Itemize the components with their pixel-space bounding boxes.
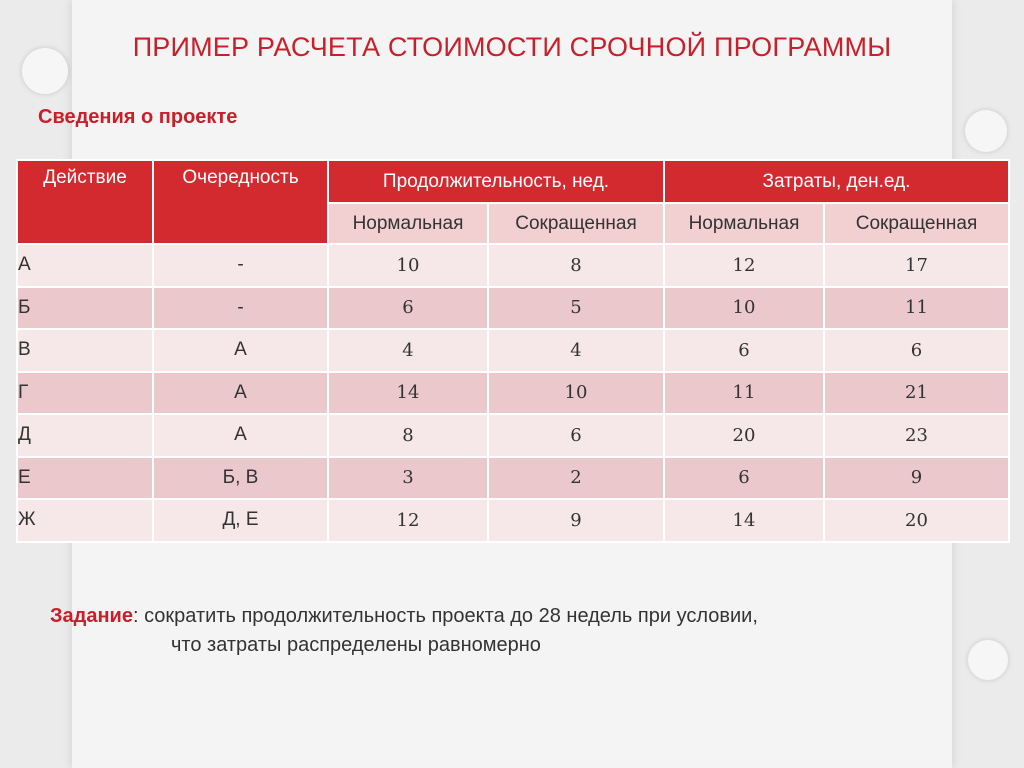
cell-duration-normal: 14: [328, 372, 488, 415]
cell-order: Д, Е: [153, 499, 328, 542]
cell-action: В: [17, 329, 153, 372]
task-text-line1: : сократить продолжительность проекта до 28 недель при условии,: [132, 605, 758, 627]
cell-order: -: [153, 287, 328, 330]
cell-duration-normal: 6: [328, 287, 488, 330]
cell-cost-normal: 6: [664, 329, 824, 372]
header-action: Действие: [17, 160, 153, 244]
cell-cost-reduced: 9: [824, 457, 1009, 500]
cell-duration-reduced: 9: [488, 499, 664, 542]
cell-cost-normal: 12: [664, 244, 824, 287]
puzzle-piece-decoration: [968, 640, 1008, 680]
cell-action: А: [17, 244, 153, 287]
header-duration: Продолжительность, нед.: [328, 160, 664, 203]
project-table: [16, 159, 1010, 543]
cell-cost-reduced: 23: [824, 414, 1009, 457]
section-subtitle: Сведения о проекте: [38, 106, 238, 128]
cell-cost-reduced: 6: [824, 329, 1009, 372]
cell-cost-reduced: 11: [824, 287, 1009, 330]
cell-action: Е: [17, 457, 153, 500]
cell-cost-normal: 11: [664, 372, 824, 415]
header-duration-normal: Нормальная: [328, 203, 488, 244]
cell-order: -: [153, 244, 328, 287]
task-label: Задание: [50, 605, 133, 627]
cell-cost-normal: 20: [664, 414, 824, 457]
cell-duration-reduced: 6: [488, 414, 664, 457]
table-row: [17, 457, 1009, 500]
cell-order: А: [153, 329, 328, 372]
table-row: [17, 414, 1009, 457]
cell-order: А: [153, 414, 328, 457]
cell-duration-reduced: 5: [488, 287, 664, 330]
cell-action: Г: [17, 372, 153, 415]
header-cost: Затраты, ден.ед.: [664, 160, 1009, 203]
header-duration-reduced: Сокращенная: [488, 203, 664, 244]
header-cost-normal: Нормальная: [664, 203, 824, 244]
table-row: [17, 329, 1009, 372]
cell-duration-normal: 4: [328, 329, 488, 372]
cell-duration-reduced: 10: [488, 372, 664, 415]
cell-order: Б, В: [153, 457, 328, 500]
task-statement: [50, 602, 758, 660]
cell-duration-reduced: 4: [488, 329, 664, 372]
cell-action: Ж: [17, 499, 153, 542]
page-title: ПРИМЕР РАСЧЕТА СТОИМОСТИ СРОЧНОЙ ПРОГРАММЫ: [132, 32, 892, 62]
table-row: [17, 244, 1009, 287]
cell-order: А: [153, 372, 328, 415]
header-cost-reduced: Сокращенная: [824, 203, 1009, 244]
cell-cost-normal: 10: [664, 287, 824, 330]
puzzle-piece-decoration: [965, 110, 1007, 152]
cell-cost-reduced: 20: [824, 499, 1009, 542]
cell-duration-reduced: 2: [488, 457, 664, 500]
cell-cost-reduced: 17: [824, 244, 1009, 287]
cell-action: Б: [17, 287, 153, 330]
cell-duration-normal: 10: [328, 244, 488, 287]
table-row: [17, 287, 1009, 330]
task-text-line2: что затраты распределены равномерно: [171, 634, 541, 656]
cell-cost-reduced: 21: [824, 372, 1009, 415]
cell-duration-reduced: 8: [488, 244, 664, 287]
table-row: [17, 499, 1009, 542]
cell-duration-normal: 3: [328, 457, 488, 500]
cell-cost-normal: 14: [664, 499, 824, 542]
header-order: Очередность: [153, 160, 328, 244]
cell-action: Д: [17, 414, 153, 457]
table-row: [17, 372, 1009, 415]
cell-duration-normal: 8: [328, 414, 488, 457]
cell-duration-normal: 12: [328, 499, 488, 542]
cell-cost-normal: 6: [664, 457, 824, 500]
